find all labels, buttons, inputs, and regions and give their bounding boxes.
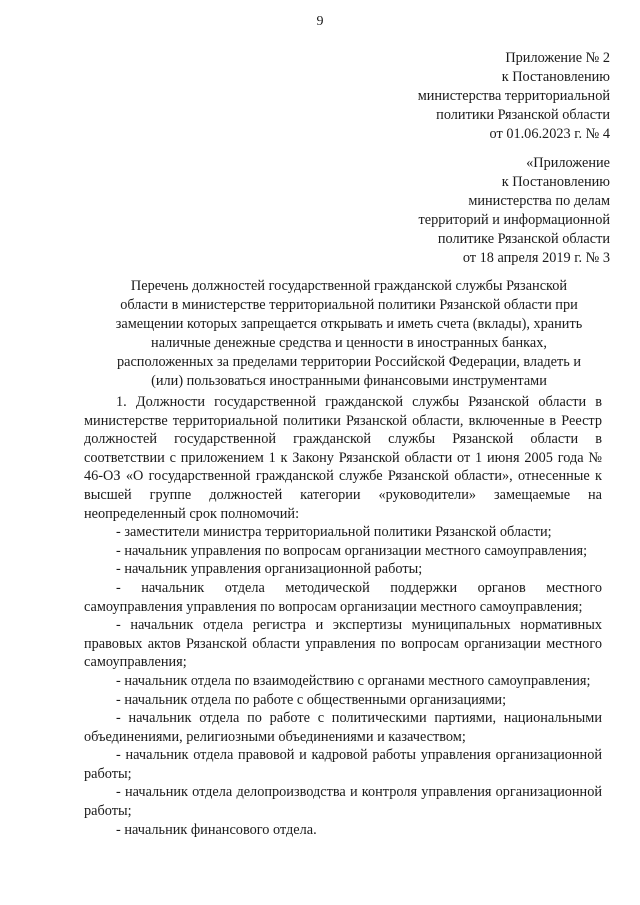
page-number: 9 (316, 14, 324, 29)
title-line: расположенных за пределами территории Российской Федерации, владеть и (116, 354, 582, 370)
list-item: - начальник финансового отдела. (116, 821, 317, 838)
appendix-line: к Постановлению (501, 174, 610, 190)
list-item: - начальник отдела по взаимодействию с органами местного самоуправления; (116, 672, 591, 689)
title-line: наличные денежные средства и ценности в иностранных банках, (151, 335, 547, 351)
list-item: - начальник отдела правовой и кадровой работы управления организационной работы; (84, 747, 602, 782)
title-line: Перечень должностей государственной гражданской службы Рязанской (130, 278, 568, 294)
title-line: замещении которых запрещается открывать и иметь счета (вклады), хранить (115, 316, 583, 332)
list-item: - начальник отдела регистра и экспертизы муниципальных нормативных правовых актов Рязанской области управления по вопросам организации местного самоуправления; (84, 617, 602, 671)
appendix-line: к Постановлению (501, 69, 610, 85)
list-item: - начальник управления организационной работы; (116, 561, 423, 578)
title-line: области в министерстве территориальной политики Рязанской области при (120, 297, 578, 313)
appendix-line: Приложение № 2 (505, 50, 610, 66)
list-item: - начальник отдела по работе с общественными организациями; (116, 691, 507, 708)
appendix-line: «Приложение (526, 155, 610, 171)
document-body (84, 393, 602, 839)
list-item: - заместители министра территориальной политики Рязанской области; (116, 524, 552, 541)
list-item: - начальник отдела по работе с политическими партиями, национальными объединениями, религиозными объединениями и казачеством; (84, 710, 602, 745)
title-line: (или) пользоваться иностранными финансовыми инструментами (151, 373, 547, 389)
appendix-line: от 18 апреля 2019 г. № 3 (462, 250, 610, 266)
appendix-header-current (418, 49, 610, 144)
appendix-line: министерства по делам (468, 193, 610, 209)
appendix-line: политики Рязанской области (436, 107, 610, 123)
section-1-intro: 1. Должности государственной гражданской службы Рязанской области в министерстве территориальной политики Рязанской области, включенные в Реестр должностей государственной гражданской службы Рязанской области в соответствии с приложением 1 к Закону Рязанской области от 1 июня 2005 года № 46-ОЗ «О государственной гражданской службе Рязанской области», отнесенные к высшей группе должностей категории «руководители» замещаемые на неопределенный срок полномочий: (84, 394, 602, 522)
list-item: - начальник отдела методической поддержки органов местного самоуправления управления по вопросам организации местного самоуправления; (84, 579, 602, 615)
appendix-line: от 01.06.2023 г. № 4 (489, 126, 610, 142)
appendix-line: территорий и информационной (418, 212, 610, 228)
appendix-line: политике Рязанской области (437, 231, 610, 247)
appendix-line: министерства территориальной (417, 88, 610, 104)
appendix-header-original (419, 154, 611, 268)
document-title (84, 277, 614, 391)
list-item: - начальник отдела делопроизводства и контроля управления организационной работы; (84, 784, 602, 820)
list-item: - начальник управления по вопросам организации местного самоуправления; (116, 542, 588, 559)
